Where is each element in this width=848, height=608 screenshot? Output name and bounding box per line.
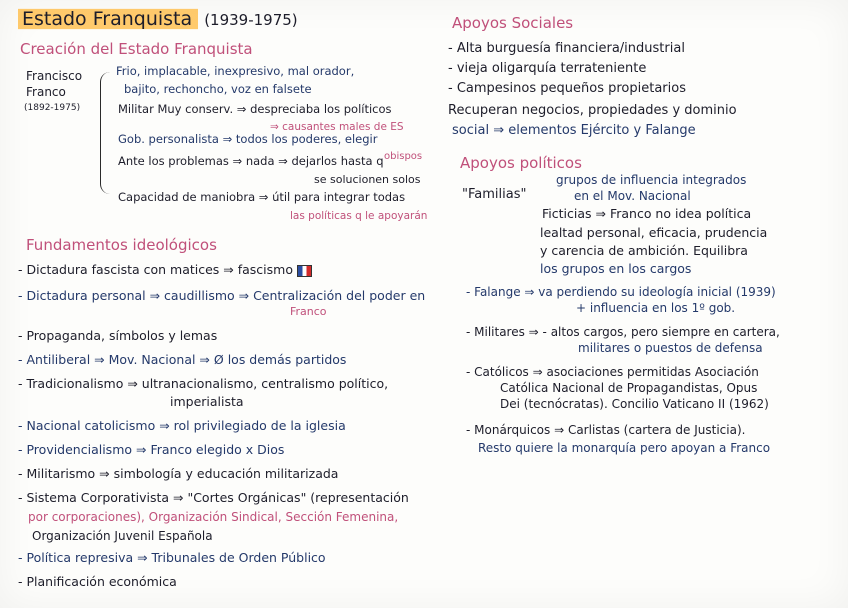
fundamentos-item: - Planificación económica — [18, 574, 177, 589]
creacion-item: Militar Muy conserv. ⇒ despreciaba los políticos — [118, 102, 392, 116]
fundamentos-item: - Propaganda, símbolos y lemas — [18, 328, 218, 343]
creacion-item: bajito, rechoncho, voz en falsete — [124, 82, 312, 96]
apoyos-politicos-item: - Militares ⇒ - altos cargos, pero siempre en cartera, — [466, 325, 780, 339]
apoyos-politicos-item: en el Mov. Nacional — [574, 189, 691, 203]
fundamentos-item: - Militarismo ⇒ simbología y educación militarizada — [18, 466, 339, 481]
apoyos-politicos-item: - Católicos ⇒ asociaciones permitidas Asociación — [466, 365, 759, 379]
name-line-1: Francisco — [26, 69, 83, 83]
fundamentos-item: - Providencialismo ⇒ Franco elegido x Dios — [18, 442, 285, 457]
apoyos-politicos-item: - Falange ⇒ va perdiendo su ideología inicial (1939) — [466, 285, 776, 299]
fundamentos-item: - Nacional catolicismo ⇒ rol privilegiado de la iglesia — [18, 418, 346, 433]
familias-label: "Familias" — [462, 187, 527, 202]
creacion-item: las políticas q le apoyarán — [290, 210, 428, 222]
apoyos-politicos-item: Ficticias ⇒ Franco no idea política — [542, 206, 752, 221]
fundamentos-item: - Dictadura personal ⇒ caudillismo ⇒ Centralización del poder en — [18, 288, 426, 303]
fundamentos-item: - Tradicionalismo ⇒ ultranacionalismo, centralismo político, — [18, 376, 389, 391]
apoyos-sociales-item: - vieja oligarquía terrateniente — [448, 61, 647, 76]
name-line-2: Franco — [26, 85, 66, 99]
creacion-item: obispos — [384, 151, 423, 162]
apoyos-sociales-item: social ⇒ elementos Ejército y Falange — [452, 123, 696, 138]
fundamentos-item: - Política represiva ⇒ Tribunales de Orden Público — [18, 550, 326, 565]
apoyos-politicos-item: + influencia en los 1º gob. — [576, 301, 736, 315]
apoyos-politicos-item: Dei (tecnócratas). Concilio Vaticano II (1962) — [500, 397, 769, 411]
apoyos-sociales-item: - Campesinos pequeños propietarios — [448, 81, 686, 96]
creacion-item: ⇒ causantes males de ES — [270, 121, 404, 133]
name-dates: (1892-1975) — [24, 103, 81, 113]
creacion-item: Gob. personalista ⇒ todos los poderes, elegir — [118, 132, 378, 146]
apoyos-sociales-heading: Apoyos Sociales — [452, 14, 574, 32]
page-title — [18, 10, 298, 29]
fundamentos-heading: Fundamentos ideológicos — [26, 236, 217, 254]
creacion-item: se solucionen solos — [314, 173, 421, 186]
apoyos-sociales-item: - Alta burguesía financiera/industrial — [448, 41, 685, 56]
title-dates: (1939-1975) — [204, 11, 298, 29]
fundamentos-item: por corporaciones), Organización Sindical, Sección Femenina, — [28, 510, 399, 524]
apoyos-politicos-item: militares o puestos de defensa — [578, 341, 763, 355]
fundamentos-item: - Antiliberal ⇒ Mov. Nacional ⇒ Ø los demás partidos — [18, 352, 347, 367]
fundamentos-item: Franco — [290, 305, 327, 318]
creacion-heading: Creación del Estado Franquista — [20, 40, 253, 58]
apoyos-politicos-item: Católica Nacional de Propagandistas, Opus — [500, 381, 758, 395]
apoyos-politicos-heading: Apoyos políticos — [460, 154, 582, 172]
apoyos-politicos-item: lealtad personal, eficacia, prudencia — [540, 225, 768, 240]
fundamentos-item: - Dictadura fascista con matices ⇒ fascismo — [18, 264, 312, 277]
apoyos-politicos-item: Resto quiere la monarquía pero apoyan a Franco — [478, 441, 771, 455]
fundamentos-item: Organización Juvenil Española — [32, 529, 213, 543]
apoyos-politicos-item: los grupos en los cargos — [540, 261, 692, 276]
creacion-item: Frio, implacable, inexpresivo, mal orador, — [116, 64, 355, 78]
apoyos-politicos-item: grupos de influencia integrados — [556, 173, 747, 187]
creacion-item: Ante los problemas ⇒ nada ⇒ dejarlos hasta q — [118, 154, 384, 168]
brace-line — [100, 72, 111, 194]
title-text: Estado Franquista — [18, 6, 198, 32]
spain-flag-icon — [297, 265, 312, 277]
apoyos-sociales-item: Recuperan negocios, propiedades y dominio — [448, 103, 737, 118]
creacion-item: Capacidad de maniobra ⇒ útil para integrar todas — [118, 190, 406, 204]
apoyos-politicos-item: - Monárquicos ⇒ Carlistas (cartera de Justicia). — [466, 423, 746, 437]
apoyos-politicos-item: y carencia de ambición. Equilibra — [540, 243, 748, 258]
fundamentos-item: - Sistema Corporativista ⇒ "Cortes Orgánicas" (representación — [18, 490, 409, 505]
fundamentos-item: imperialista — [170, 394, 244, 409]
